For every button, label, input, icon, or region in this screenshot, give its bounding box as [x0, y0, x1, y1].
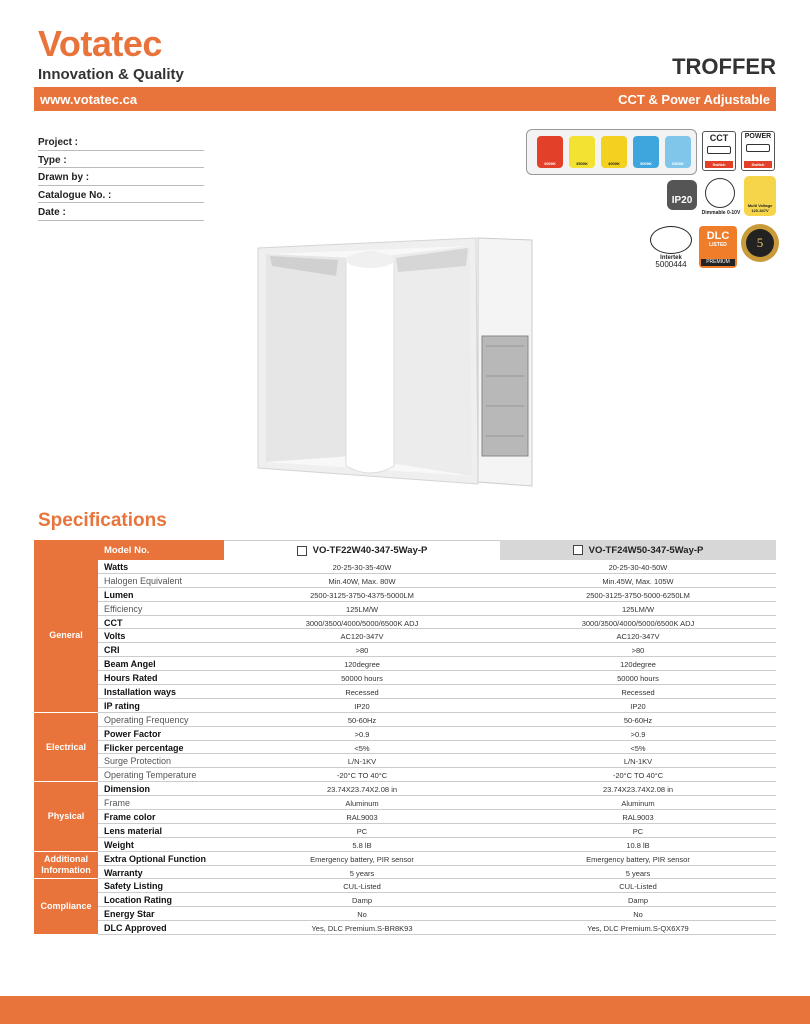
spec-group	[34, 782, 776, 851]
project-field[interactable]: Project :	[38, 133, 204, 151]
table-row	[98, 768, 776, 782]
spec-value-model-1: AC120-347V	[340, 632, 384, 642]
spec-value-model-2: Damp	[627, 896, 648, 906]
table-row	[98, 713, 776, 727]
spec-value-model-2: >80	[631, 646, 645, 656]
spec-label: Installation ways	[104, 687, 177, 698]
spec-value-model-2: RAL9003	[622, 813, 654, 823]
specifications-table	[34, 540, 776, 935]
spec-value-model-1: 5.8 lB	[352, 840, 372, 850]
ip20-icon: IP20	[667, 180, 697, 210]
project-field[interactable]: Drawn by :	[38, 168, 204, 186]
spec-label: Efficiency	[104, 603, 143, 614]
spec-value-model-1: 50000 hours	[341, 674, 383, 684]
spec-value-model-2: 20-25-30-40-50W	[608, 563, 668, 572]
table-row	[98, 588, 776, 602]
project-field[interactable]: Date :	[38, 203, 204, 221]
spec-value-model-2: Emergency battery, PIR sensor	[586, 854, 690, 864]
spec-group	[34, 879, 776, 935]
spec-group-name: Electrical	[34, 713, 98, 782]
spec-value-model-2: No	[633, 910, 643, 920]
spec-label: CCT	[104, 617, 123, 628]
spec-label: Watts	[104, 562, 129, 572]
spec-value-model-2: Recessed	[621, 688, 655, 698]
spec-value-model-1: Recessed	[345, 688, 379, 698]
cct-4000k-icon: 4000K	[601, 136, 627, 168]
model-column-2	[500, 540, 776, 560]
5-year-warranty-icon: 5	[741, 224, 779, 262]
spec-group-name: Additional Information	[34, 852, 98, 880]
spec-label: Surge Protection	[104, 756, 172, 767]
spec-value-model-1: L/N-1KV	[347, 757, 377, 767]
spec-value-model-1: 2500-3125-3750-4375-5000LM	[310, 590, 414, 600]
spec-label: Warranty	[104, 867, 143, 878]
table-row	[98, 629, 776, 643]
spec-label: Halogen Equivalent	[104, 575, 183, 586]
spec-value-model-2: L/N-1KV	[623, 757, 653, 767]
spec-value-model-2: 50000 hours	[617, 674, 659, 684]
tagline: Innovation & Quality	[38, 66, 184, 83]
website-link[interactable]: www.votatec.ca	[40, 91, 138, 107]
spec-label: Weight	[104, 839, 134, 850]
table-row	[98, 560, 776, 574]
spec-value-model-1: <5%	[354, 743, 370, 753]
spec-value-model-2: Yes, DLC Premium.S-QX6X79	[587, 924, 689, 934]
spec-label: Lens material	[104, 825, 163, 836]
spec-value-model-2: 125LM/W	[621, 604, 655, 614]
spec-label: Frame color	[104, 812, 156, 823]
spec-value-model-1: 23.74X23.74X2.08 in	[326, 785, 398, 795]
table-row	[98, 616, 776, 630]
cul-us-listed-icon	[650, 226, 692, 254]
cct-switch-icon: CCT Switch	[702, 131, 736, 171]
spec-label: DLC Approved	[104, 923, 167, 934]
table-row	[98, 685, 776, 699]
table-row	[98, 741, 776, 755]
spec-value-model-1: No	[357, 910, 367, 920]
spec-value-model-1: >0.9	[354, 729, 370, 739]
dimmable-icon	[705, 178, 735, 208]
cct-3500k-icon: 3500K	[569, 136, 595, 168]
model-1-checkbox[interactable]	[297, 546, 307, 556]
table-row	[98, 699, 776, 713]
spec-label: Operating Temperature	[104, 770, 197, 781]
spec-value-model-2: 120degree	[620, 660, 656, 670]
model-column-1	[224, 540, 500, 560]
table-row	[98, 643, 776, 657]
votatec-logo	[38, 23, 162, 64]
specifications-heading: Specifications	[38, 510, 167, 531]
spec-group	[34, 713, 776, 782]
table-row	[98, 838, 776, 852]
spec-label: Power Factor	[104, 728, 162, 739]
model-2-checkbox[interactable]	[573, 545, 583, 555]
spec-value-model-2: <5%	[630, 743, 646, 753]
table-row	[98, 907, 776, 921]
table-row	[98, 796, 776, 810]
spec-value-model-1: Damp	[351, 896, 372, 906]
cct-3000k-icon: 3000K	[537, 136, 563, 168]
spec-value-model-1: 120degree	[344, 660, 380, 670]
intertek-label: Intertek	[660, 255, 682, 261]
spec-label: Flicker percentage	[104, 742, 184, 753]
spec-label: Hours Rated	[104, 673, 158, 684]
spec-label: Beam Angel	[104, 659, 156, 670]
spec-value-model-1: Yes, DLC Premium.S-BR8K93	[311, 924, 413, 934]
table-row	[98, 754, 776, 768]
table-row	[98, 810, 776, 824]
spec-value-model-2: Aluminum	[621, 799, 655, 809]
spec-label: IP rating	[104, 700, 140, 711]
spec-value-model-2: Min.45W, Max. 105W	[602, 576, 674, 586]
model-1-name: VO-TF22W40-347-5Way-P	[312, 545, 428, 556]
spec-value-model-1: 5 years	[349, 868, 375, 878]
spec-value-model-2: 23.74X23.74X2.08 in	[602, 785, 674, 795]
spec-value-model-1: IP20	[354, 701, 370, 711]
spec-value-model-1: Aluminum	[345, 799, 379, 809]
spec-value-model-2: >0.9	[630, 729, 646, 739]
spec-label: Frame	[104, 798, 131, 809]
spec-group-name: Physical	[34, 782, 98, 851]
table-row	[98, 657, 776, 671]
spec-label: Operating Frequency	[104, 714, 189, 725]
table-row	[98, 879, 776, 893]
spec-value-model-1: CUL-Listed	[343, 882, 381, 892]
cct-6500k-icon: 6500K	[665, 136, 691, 168]
multi-voltage-icon: Multi Voltage 120-347V	[744, 176, 776, 216]
spec-label: CRI	[104, 645, 120, 656]
table-row	[98, 671, 776, 685]
table-header	[34, 540, 776, 560]
table-row	[98, 921, 776, 935]
spec-value-model-1: 3000/3500/4000/5000/6500K ADJ	[305, 618, 419, 628]
spec-value-model-1: -20°C TO 40°C	[336, 771, 388, 781]
table-row	[98, 782, 776, 796]
page-title: TROFFER	[672, 54, 776, 79]
table-row	[98, 824, 776, 838]
spec-value-model-2: -20°C TO 40°C	[612, 771, 664, 781]
table-row	[98, 852, 776, 866]
spec-group	[34, 560, 776, 713]
spec-value-model-1: >80	[355, 646, 369, 656]
spec-value-model-2: 50-60Hz	[623, 715, 653, 725]
project-field[interactable]: Catalogue No. :	[38, 186, 204, 204]
spec-value-model-1: 50-60Hz	[347, 715, 377, 725]
cct-5000k-icon: 5000K	[633, 136, 659, 168]
spec-value-model-1: RAL9003	[346, 813, 378, 823]
intertek-number: 5000444	[655, 260, 687, 269]
model-2-name: VO-TF24W50-347-5Way-P	[588, 544, 704, 556]
spec-group-name: Compliance	[34, 879, 98, 935]
header-band	[34, 87, 776, 111]
spec-label: Location Rating	[104, 895, 172, 906]
spec-value-model-1: PC	[356, 826, 368, 836]
spec-label: Energy Star	[104, 909, 155, 920]
project-info-form	[38, 133, 204, 221]
spec-value-model-2: CUL-Listed	[619, 882, 657, 892]
spec-value-model-2: IP20	[630, 701, 646, 711]
table-row	[98, 727, 776, 741]
power-switch-icon: POWER Switch	[741, 131, 775, 171]
dimmable-caption: Dimmable 0-10V	[701, 210, 741, 216]
dlc-premium-icon: DLC LISTED PREMIUM	[699, 226, 737, 268]
troffer-product-image	[256, 236, 540, 494]
subtitle: CCT & Power Adjustable	[618, 91, 770, 107]
spec-label: Lumen	[104, 589, 134, 600]
spec-value-model-2: 3000/3500/4000/5000/6500K ADJ	[581, 618, 695, 628]
spec-value-model-2: 2500-3125-3750-5000-6250LM	[586, 590, 690, 600]
spec-group-name: General	[34, 560, 98, 713]
table-row	[98, 602, 776, 616]
spec-label: Volts	[104, 631, 126, 642]
spec-value-model-2: 5 years	[625, 868, 651, 878]
spec-value-model-2: 10.8 lB	[626, 840, 650, 850]
spec-value-model-1: 20-25-30-35-40W	[332, 563, 392, 572]
spec-value-model-1: Emergency battery, PIR sensor	[310, 854, 414, 864]
spec-value-model-1: 125LM/W	[345, 604, 379, 614]
model-no-label: Model No.	[98, 540, 224, 560]
spec-value-model-1: Min.40W, Max. 80W	[328, 576, 396, 586]
table-row	[98, 574, 776, 588]
footer-band	[0, 996, 810, 1024]
logo-text: Votatec	[38, 23, 162, 64]
spec-label: Dimension	[104, 784, 151, 795]
spec-value-model-2: AC120-347V	[616, 632, 660, 642]
table-row	[98, 866, 776, 880]
spec-label: Extra Optional Function	[104, 853, 207, 864]
spec-label: Safety Listing	[104, 881, 164, 892]
table-row	[98, 893, 776, 907]
spec-value-model-2: PC	[632, 826, 644, 836]
project-field[interactable]: Type :	[38, 151, 204, 169]
cct-steps-badge	[526, 129, 697, 175]
spec-group	[34, 852, 776, 880]
